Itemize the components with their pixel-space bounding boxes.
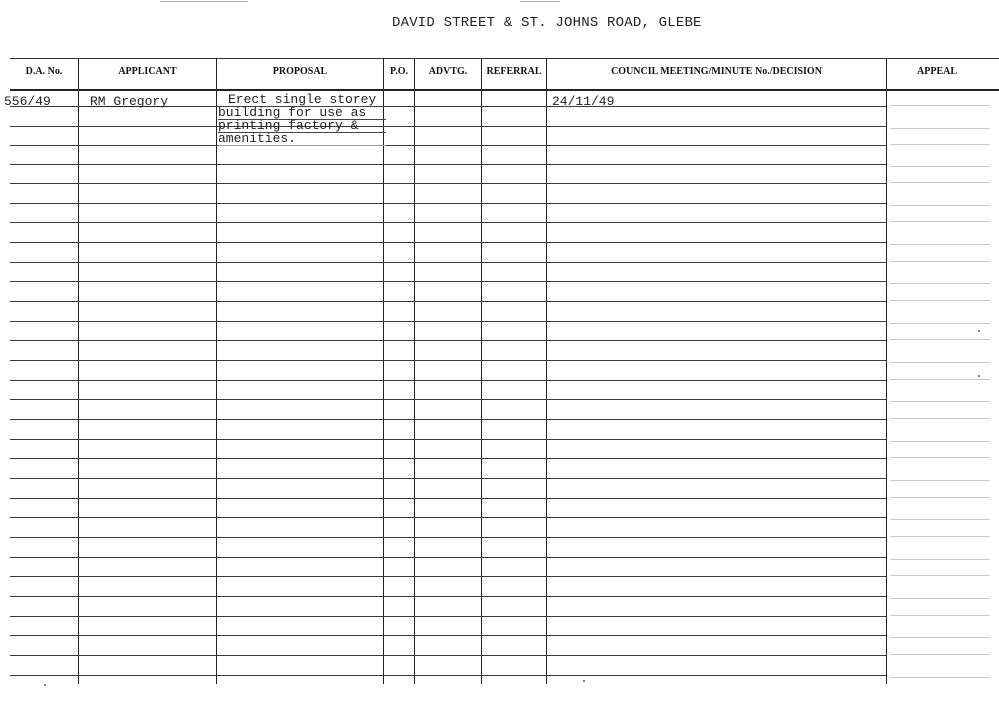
header-applicant: APPLICANT [118,66,177,77]
column-divider [216,58,217,684]
scan-speck [44,684,46,686]
applicant-name: RM Gregory [90,94,169,109]
row-rule [10,458,886,459]
row-rule [10,439,886,440]
header-bottom-rule [10,89,999,91]
appeal-row-rule [890,379,990,380]
appeal-row-rule [890,598,990,599]
row-rule [10,399,886,400]
appeal-row-rule [890,559,990,560]
column-divider [383,58,384,684]
table-top-rule [10,58,999,59]
row-rule [10,380,886,381]
scan-speck [583,680,585,682]
header-appeal: APPEAL [917,66,957,77]
column-divider [414,58,415,684]
row-rule [10,616,886,617]
appeal-row-rule [890,144,990,145]
decision-date: 24/11/49 [552,94,615,109]
appeal-row-rule [890,418,990,419]
appeal-row-rule [890,480,990,481]
row-rule [10,340,886,341]
appeal-row-rule [890,128,990,129]
appeal-row-rule [890,536,990,537]
row-rule [10,537,886,538]
row-rule [10,360,886,361]
appeal-row-rule [890,654,990,655]
appeal-row-rule [890,575,990,576]
appeal-row-rule [890,401,990,402]
row-rule [10,321,886,322]
row-rule [10,675,886,676]
scan-speck [978,375,980,377]
appeal-row-rule [890,441,990,442]
appeal-row-rule [890,323,990,324]
proposal-line: building for use as [218,107,386,120]
row-rule [10,301,886,302]
da-number: 556/49 [4,94,51,109]
row-rule [10,557,886,558]
scan-speck [978,330,980,332]
row-rule [10,164,886,165]
header-advtg: ADVTG. [428,66,468,77]
row-rule [10,419,886,420]
register-table [0,58,999,684]
appeal-row-rule [890,166,990,167]
row-rule [10,498,886,499]
row-rule [10,203,886,204]
row-rule [10,242,886,243]
header-proposal: PROPOSAL [272,66,328,77]
appeal-row-rule [890,105,990,106]
header-po: P.O. [390,66,408,77]
document-title: DAVID STREET & ST. JOHNS ROAD, GLEBE [392,15,702,31]
appeal-row-rule [890,497,990,498]
row-rule [10,517,886,518]
column-divider [481,58,482,684]
appeal-row-rule [890,362,990,363]
appeal-row-rule [890,615,990,616]
row-rule [10,145,886,146]
appeal-row-rule [890,182,990,183]
row-rule [10,635,886,636]
header-council-decision: COUNCIL MEETING/MINUTE No./DECISION [611,66,822,77]
appeal-row-rule [890,300,990,301]
appeal-row-rule [890,339,990,340]
scan-mark [160,1,248,2]
proposal-line: printing factory & [218,120,386,133]
row-rule [10,222,886,223]
row-rule [10,126,886,127]
column-divider [886,58,887,684]
scan-mark [520,1,560,2]
row-rule [10,281,886,282]
appeal-row-rule [890,261,990,262]
row-rule [10,183,886,184]
row-rule [10,262,886,263]
appeal-row-rule [890,244,990,245]
appeal-row-rule [890,519,990,520]
row-rule [10,596,886,597]
appeal-row-rule [890,221,990,222]
header-da-no: D.A. No. [25,66,63,77]
row-rule [10,655,886,656]
appeal-row-rule [890,457,990,458]
proposal-line: Erect single storey [218,94,386,107]
proposal-text [218,94,386,146]
appeal-row-rule [890,283,990,284]
appeal-row-rule [890,677,990,678]
row-rule [10,576,886,577]
column-divider [546,58,547,684]
header-referral: REFERRAL [486,66,542,77]
appeal-row-rule [890,637,990,638]
proposal-line: amenities. [218,133,386,146]
appeal-row-rule [890,205,990,206]
row-rule [10,478,886,479]
column-divider [78,58,79,684]
